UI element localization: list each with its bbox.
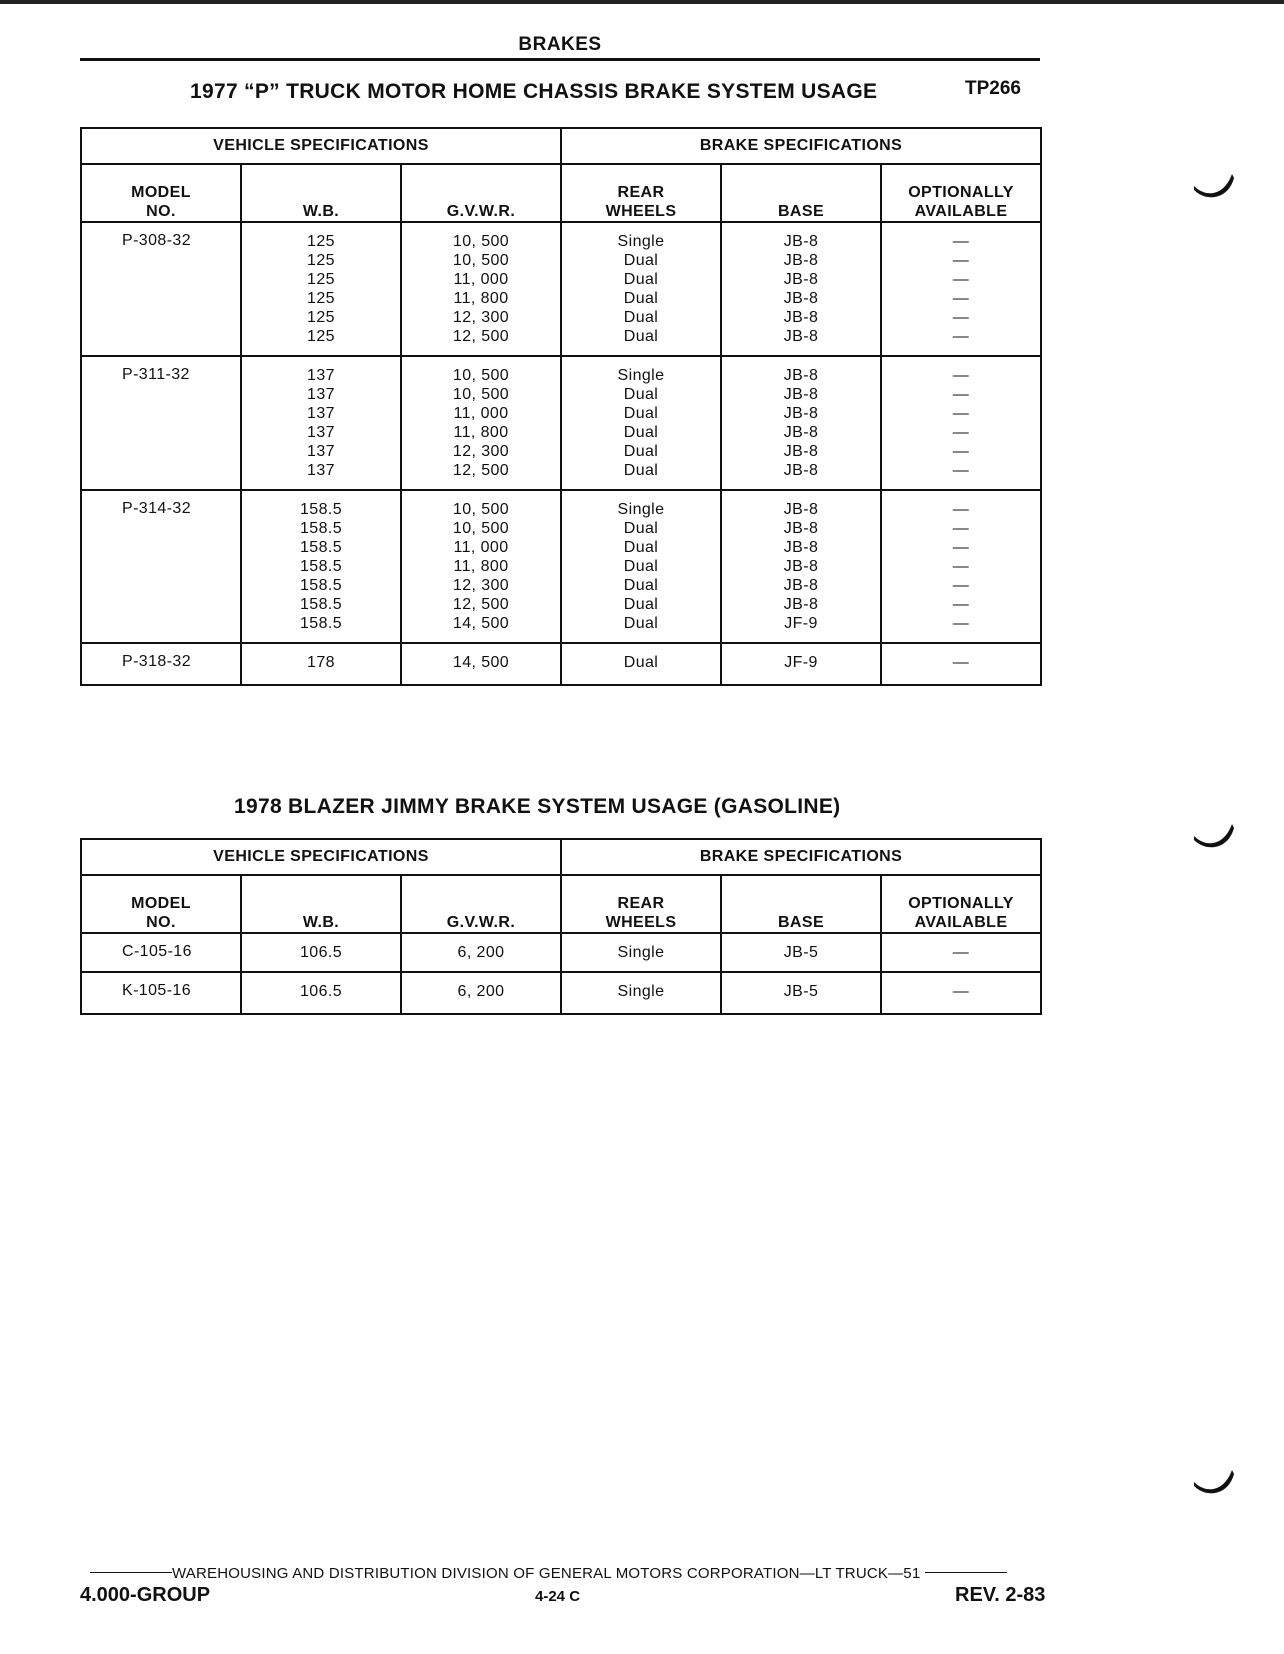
table-row (81, 490, 1041, 643)
wheelbase-cell (241, 933, 401, 972)
wheelbase-value: 137 (307, 367, 335, 384)
gvwr-value: 10, 500 (452, 520, 510, 537)
base-brake-cell (721, 972, 881, 1014)
optionally-available-value: — (952, 944, 970, 961)
model-number-cell: P-318-32 (81, 643, 241, 685)
column-header-model-no (81, 875, 241, 933)
wheelbase-value: 158.5 (299, 539, 343, 556)
rear-wheels-value: Dual (623, 328, 659, 345)
rear-wheels-value: Dual (623, 309, 659, 326)
rear-wheels-value: Dual (623, 539, 659, 556)
rear-wheels-value: Dual (623, 405, 659, 422)
column-header-line2: NO. (146, 203, 176, 220)
rear-wheels-value: Dual (623, 558, 659, 575)
wheelbase-value: 158.5 (299, 558, 343, 575)
base-brake-value: JB-8 (783, 520, 819, 537)
rear-wheels-value: Dual (623, 615, 659, 632)
table-row (81, 356, 1041, 490)
column-header-line1: REAR (617, 184, 665, 201)
rear-wheels-cell (561, 222, 721, 356)
gvwr-value: 10, 500 (452, 501, 510, 518)
optionally-available-value: — (952, 520, 970, 537)
base-brake-value: JB-8 (783, 386, 819, 403)
base-brake-value: JF-9 (784, 654, 818, 671)
optionally-available-value: — (952, 405, 970, 422)
base-brake-value: JB-8 (783, 309, 819, 326)
rear-wheels-value: Dual (623, 596, 659, 613)
base-brake-value: JB-5 (783, 944, 819, 961)
rear-wheels-value: Single (617, 983, 665, 1000)
optionally-available-cell (881, 933, 1041, 972)
gvwr-value: 11, 000 (453, 539, 509, 556)
base-brake-cell (721, 490, 881, 643)
gvwr-value: 11, 000 (453, 405, 509, 422)
optionally-available-value: — (952, 558, 970, 575)
column-header-line2: W.B. (302, 914, 340, 931)
column-header-line2: BASE (777, 914, 825, 931)
column-header-line1: MODEL (131, 184, 191, 201)
gvwr-value: 12, 500 (452, 462, 510, 479)
wheelbase-value: 158.5 (299, 596, 343, 613)
optionally-available-value: — (952, 271, 970, 288)
base-brake-value: JB-8 (783, 252, 819, 269)
rear-wheels-value: Single (617, 233, 665, 250)
base-brake-cell (721, 933, 881, 972)
column-header-line2: WHEELS (605, 914, 677, 931)
wheelbase-cell (241, 490, 401, 643)
optionally-available-value: — (952, 539, 970, 556)
column-header-line2: G.V.W.R. (446, 914, 516, 931)
gvwr-cell (401, 972, 561, 1014)
rear-wheels-cell (561, 490, 721, 643)
column-header-model-no (81, 164, 241, 222)
optionally-available-value: — (952, 501, 970, 518)
binder-clip-mark-icon (1192, 818, 1236, 852)
model-number-cell: P-308-32 (81, 222, 241, 356)
wheelbase-value: 125 (307, 309, 335, 326)
base-brake-value: JB-8 (783, 443, 819, 460)
column-header-line1: OPTIONALLY (908, 184, 1014, 201)
gvwr-value: 10, 500 (452, 252, 510, 269)
column-header-line2: AVAILABLE (914, 203, 1008, 220)
column-header-rear-wheels (561, 164, 721, 222)
wheelbase-value: 158.5 (299, 501, 343, 518)
gvwr-value: 11, 800 (453, 424, 509, 441)
wheelbase-value: 125 (307, 252, 335, 269)
rear-wheels-value: Dual (623, 520, 659, 537)
column-header-line2: WHEELS (605, 203, 677, 220)
gvwr-value: 6, 200 (457, 983, 505, 1000)
model-number-cell: P-311-32 (81, 356, 241, 490)
optionally-available-value: — (952, 424, 970, 441)
model-number-cell: C-105-16 (81, 933, 241, 972)
optionally-available-cell (881, 972, 1041, 1014)
table-row (81, 972, 1041, 1014)
table2-title: 1978 BLAZER JIMMY BRAKE SYSTEM USAGE (GASOLINE) (234, 795, 841, 818)
base-brake-value: JF-9 (784, 615, 818, 632)
column-header-base-brake (721, 164, 881, 222)
wheelbase-value: 125 (307, 328, 335, 345)
optionally-available-value: — (952, 577, 970, 594)
gvwr-cell (401, 356, 561, 490)
optionally-available-value: — (952, 443, 970, 460)
wheelbase-value: 137 (307, 462, 335, 479)
base-brake-value: JB-8 (783, 501, 819, 518)
vehicle-spec-group-header: VEHICLE SPECIFICATIONS (81, 128, 561, 164)
footer-revision: REV. 2-83 (955, 1584, 1046, 1606)
base-brake-value: JB-8 (783, 424, 819, 441)
table2-body (81, 933, 1041, 1014)
base-brake-value: JB-8 (783, 558, 819, 575)
gvwr-value: 12, 300 (452, 309, 510, 326)
wheelbase-cell (241, 356, 401, 490)
footer-rule-left (90, 1572, 172, 1573)
optionally-available-value: — (952, 615, 970, 632)
gvwr-cell (401, 222, 561, 356)
optionally-available-value: — (952, 462, 970, 479)
rear-wheels-value: Dual (623, 654, 659, 671)
column-header-rear-wheels (561, 875, 721, 933)
base-brake-value: JB-8 (783, 367, 819, 384)
optionally-available-cell (881, 356, 1041, 490)
optionally-available-value: — (952, 328, 970, 345)
optionally-available-cell (881, 490, 1041, 643)
rear-wheels-value: Dual (623, 577, 659, 594)
wheelbase-cell (241, 643, 401, 685)
rear-wheels-value: Dual (623, 462, 659, 479)
binder-clip-mark-icon (1192, 168, 1236, 202)
optionally-available-value: — (952, 596, 970, 613)
wheelbase-value: 125 (307, 271, 335, 288)
rear-wheels-cell (561, 933, 721, 972)
wheelbase-cell (241, 972, 401, 1014)
rear-wheels-value: Single (617, 501, 665, 518)
table-row (81, 643, 1041, 685)
wheelbase-value: 137 (307, 443, 335, 460)
footer-rule-right (925, 1572, 1007, 1573)
rear-wheels-value: Dual (623, 271, 659, 288)
optionally-available-value: — (952, 309, 970, 326)
wheelbase-value: 106.5 (299, 983, 343, 1000)
brake-spec-group-header: BRAKE SPECIFICATIONS (561, 839, 1041, 875)
base-brake-value: JB-8 (783, 596, 819, 613)
gvwr-value: 10, 500 (452, 233, 510, 250)
section-title: BRAKES (518, 34, 602, 55)
model-number-cell: P-314-32 (81, 490, 241, 643)
gvwr-value: 14, 500 (452, 654, 510, 671)
optionally-available-value: — (952, 654, 970, 671)
column-header-optionally-available (881, 164, 1041, 222)
gvwr-value: 11, 800 (453, 290, 509, 307)
base-brake-cell (721, 222, 881, 356)
column-header-wheelbase (241, 875, 401, 933)
rear-wheels-value: Dual (623, 290, 659, 307)
model-number-cell: K-105-16 (81, 972, 241, 1014)
rear-wheels-cell (561, 972, 721, 1014)
column-header-row (81, 875, 1041, 933)
column-header-gvwr (401, 875, 561, 933)
column-header-line2: NO. (146, 914, 176, 931)
wheelbase-value: 125 (307, 233, 335, 250)
column-header-wheelbase (241, 164, 401, 222)
optionally-available-value: — (952, 233, 970, 250)
gvwr-value: 14, 500 (452, 615, 510, 632)
gvwr-value: 10, 500 (452, 386, 510, 403)
base-brake-value: JB-5 (783, 983, 819, 1000)
vehicle-spec-group-header: VEHICLE SPECIFICATIONS (81, 839, 561, 875)
base-brake-value: JB-8 (783, 462, 819, 479)
column-header-base-brake (721, 875, 881, 933)
rear-wheels-cell (561, 356, 721, 490)
column-header-gvwr (401, 164, 561, 222)
column-header-line2: AVAILABLE (914, 914, 1008, 931)
column-header-line2: G.V.W.R. (446, 203, 516, 220)
base-brake-value: JB-8 (783, 405, 819, 422)
optionally-available-cell (881, 222, 1041, 356)
footer-publisher-line (90, 1565, 1007, 1582)
gvwr-value: 12, 300 (452, 577, 510, 594)
gvwr-cell (401, 933, 561, 972)
optionally-available-value: — (952, 290, 970, 307)
rear-wheels-value: Single (617, 367, 665, 384)
wheelbase-value: 158.5 (299, 615, 343, 632)
rear-wheels-cell (561, 643, 721, 685)
optionally-available-cell (881, 643, 1041, 685)
brake-spec-group-header: BRAKE SPECIFICATIONS (561, 128, 1041, 164)
wheelbase-value: 137 (307, 386, 335, 403)
column-header-line1: OPTIONALLY (908, 895, 1014, 912)
footer-page-number: 4-24 C (535, 1588, 581, 1605)
optionally-available-value: — (952, 367, 970, 384)
base-brake-value: JB-8 (783, 233, 819, 250)
optionally-available-value: — (952, 983, 970, 1000)
rear-wheels-value: Dual (623, 252, 659, 269)
base-brake-cell (721, 356, 881, 490)
wheelbase-value: 137 (307, 424, 335, 441)
wheelbase-value: 158.5 (299, 520, 343, 537)
column-header-row (81, 164, 1041, 222)
gvwr-value: 12, 500 (452, 596, 510, 613)
wheelbase-value: 178 (307, 654, 335, 671)
gvwr-cell (401, 490, 561, 643)
column-header-line2: W.B. (302, 203, 340, 220)
footer-group-label: 4.000-GROUP (80, 1584, 211, 1606)
gvwr-value: 6, 200 (457, 944, 505, 961)
table-row (81, 222, 1041, 356)
table1-title: 1977 “P” TRUCK MOTOR HOME CHASSIS BRAKE SYSTEM USAGE (190, 80, 878, 103)
table1-body (81, 222, 1041, 685)
rear-wheels-value: Dual (623, 424, 659, 441)
rear-wheels-value: Dual (623, 443, 659, 460)
wheelbase-value: 125 (307, 290, 335, 307)
optionally-available-value: — (952, 252, 970, 269)
optionally-available-value: — (952, 386, 970, 403)
column-header-line1: MODEL (131, 895, 191, 912)
footer-publisher-text: WAREHOUSING AND DISTRIBUTION DIVISION OF GENERAL MOTORS CORPORATION—LT TRUCK—51 (172, 1565, 921, 1582)
binder-clip-mark-icon (1192, 1464, 1236, 1498)
table1-brake-usage (80, 127, 1042, 686)
gvwr-cell (401, 643, 561, 685)
wheelbase-value: 158.5 (299, 577, 343, 594)
base-brake-value: JB-8 (783, 271, 819, 288)
rear-wheels-value: Single (617, 944, 665, 961)
wheelbase-value: 137 (307, 405, 335, 422)
column-header-optionally-available (881, 875, 1041, 933)
column-header-line1: REAR (617, 895, 665, 912)
base-brake-cell (721, 643, 881, 685)
table-row (81, 933, 1041, 972)
rear-wheels-value: Dual (623, 386, 659, 403)
document-tag: TP266 (965, 78, 1021, 99)
wheelbase-value: 106.5 (299, 944, 343, 961)
base-brake-value: JB-8 (783, 539, 819, 556)
gvwr-value: 10, 500 (452, 367, 510, 384)
wheelbase-cell (241, 222, 401, 356)
base-brake-value: JB-8 (783, 577, 819, 594)
top-border-line (0, 0, 1284, 4)
gvwr-value: 12, 500 (452, 328, 510, 345)
gvwr-value: 11, 800 (453, 558, 509, 575)
base-brake-value: JB-8 (783, 328, 819, 345)
gvwr-value: 12, 300 (452, 443, 510, 460)
gvwr-value: 11, 000 (453, 271, 509, 288)
section-divider (80, 58, 1040, 61)
table2-brake-usage (80, 838, 1042, 1015)
base-brake-value: JB-8 (783, 290, 819, 307)
column-header-line2: BASE (777, 203, 825, 220)
